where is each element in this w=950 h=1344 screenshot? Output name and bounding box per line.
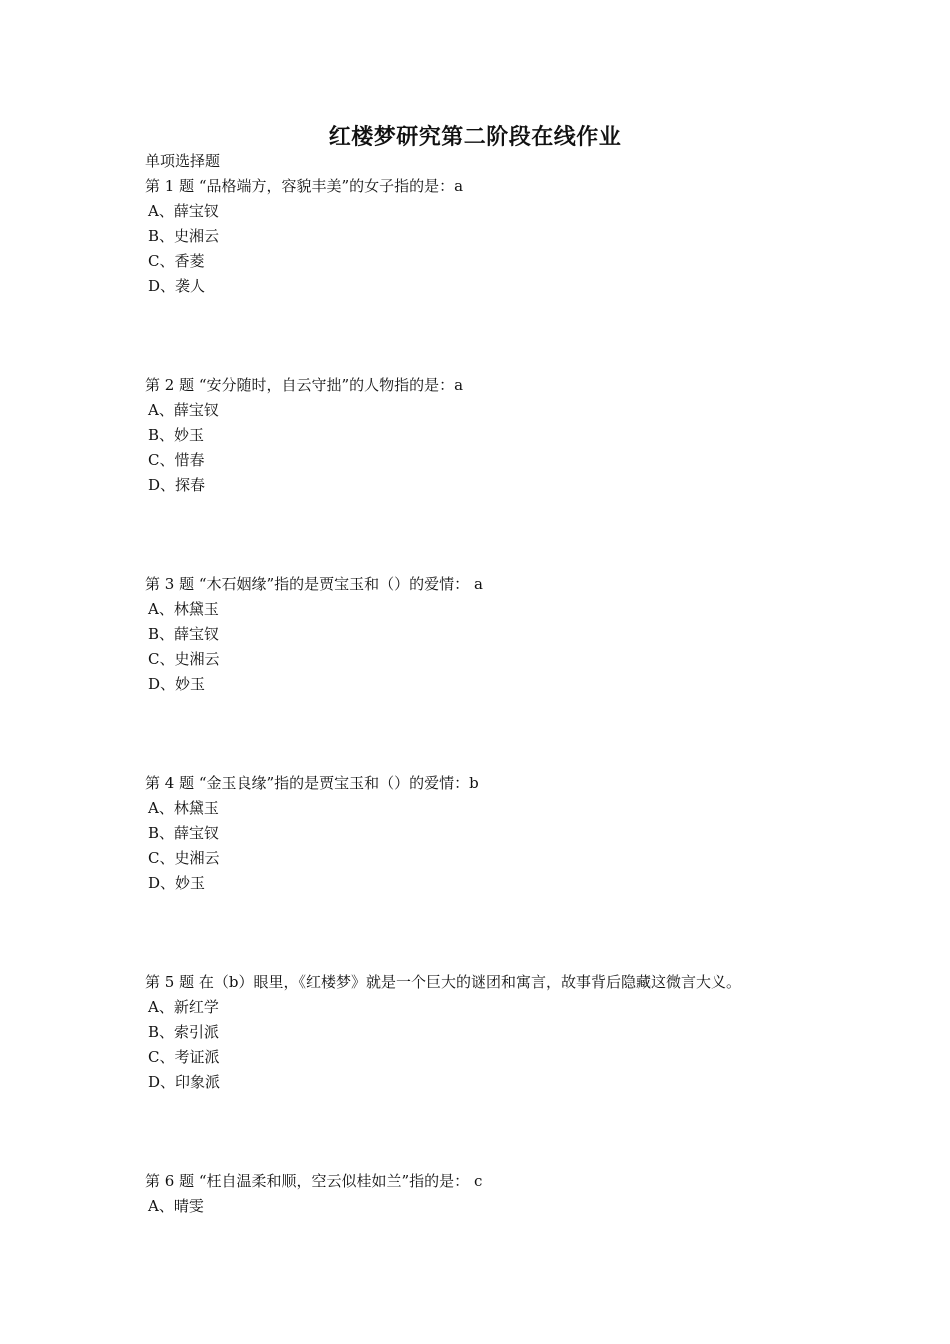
option-c: C、惜春 xyxy=(148,451,205,469)
option-c: C、香菱 xyxy=(148,252,205,270)
question-2 xyxy=(145,374,845,499)
question-5 xyxy=(145,971,845,1096)
question-text: 第 3 题 “木石姻缘”指的是贾宝玉和（）的爱情： a xyxy=(145,575,483,593)
question-text: 第 1 题 “品格端方，容貌丰美”的女子指的是：a xyxy=(145,177,464,195)
question-4 xyxy=(145,772,845,897)
option-c: C、史湘云 xyxy=(148,650,220,668)
question-1 xyxy=(145,175,845,300)
option-a: A、新红学 xyxy=(148,998,219,1016)
option-d: D、袭人 xyxy=(148,277,206,295)
option-a: A、林黛玉 xyxy=(148,799,219,817)
question-3 xyxy=(145,573,845,698)
option-a: A、薛宝钗 xyxy=(148,401,219,419)
question-text: 第 5 题 在（b）眼里，《红楼梦》就是一个巨大的谜团和寓言，故事背后隐藏这微言大义。 xyxy=(145,973,741,991)
question-text: 第 4 题 “金玉良缘”指的是贾宝玉和（）的爱情：b xyxy=(145,774,479,792)
option-b: B、薛宝钗 xyxy=(148,625,220,643)
option-c: C、史湘云 xyxy=(148,849,220,867)
option-b: B、索引派 xyxy=(148,1023,220,1041)
option-d: D、探春 xyxy=(148,476,206,494)
option-a: A、晴雯 xyxy=(148,1197,204,1215)
option-b: B、妙玉 xyxy=(148,426,205,444)
option-a: A、林黛玉 xyxy=(148,600,219,618)
option-b: B、薛宝钗 xyxy=(148,824,220,842)
document-title: 红楼梦研究第二阶段在线作业 xyxy=(328,124,622,150)
option-d: D、妙玉 xyxy=(148,675,206,693)
question-text: 第 2 题 “安分随时，自云守拙”的人物指的是：a xyxy=(145,376,464,394)
option-a: A、薛宝钗 xyxy=(148,202,219,220)
question-6 xyxy=(145,1170,845,1220)
option-b: B、史湘云 xyxy=(148,227,220,245)
question-text: 第 6 题 “枉自温柔和顺，空云似桂如兰”指的是： c xyxy=(145,1172,483,1190)
option-d: D、妙玉 xyxy=(148,874,206,892)
section-label: 单项选择题 xyxy=(145,152,221,170)
option-d: D、印象派 xyxy=(148,1073,221,1091)
option-c: C、考证派 xyxy=(148,1048,220,1066)
